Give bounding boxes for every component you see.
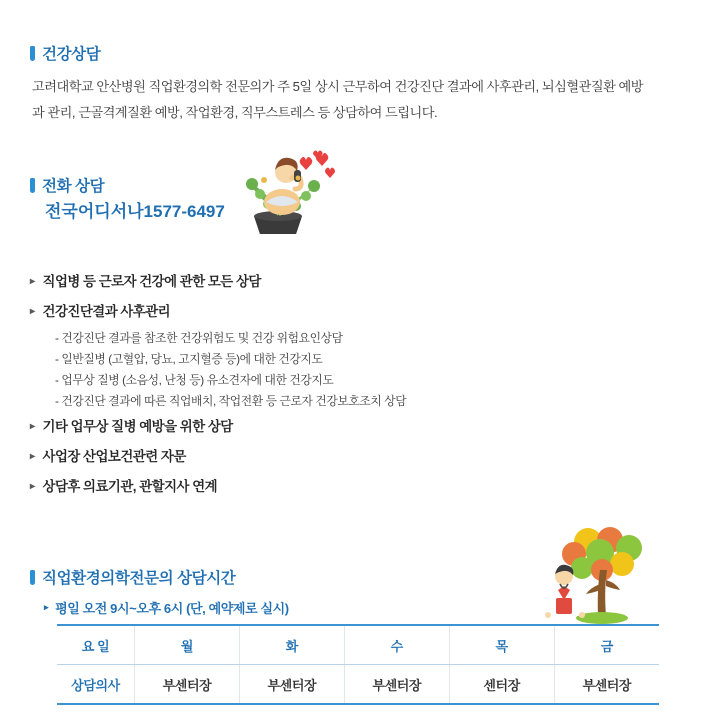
triangle-right-icon: ▸ (44, 602, 49, 612)
service-item-3 (30, 418, 233, 436)
blue-bar-icon (30, 570, 35, 585)
table-cell: 부센터장 (344, 665, 449, 705)
consultation-description: 고려대학교 안산병원 직업환경의학 전문의가 주 5일 상시 근무하여 건강진단 결과에 사후관리, 뇌심혈관질환 예방과 관리, 근골격계질환 예방, 작업환경, 직무스트레스 등 상담하여 드립니다. (32, 79, 643, 120)
table-header-cell: 월 (135, 625, 240, 665)
triangle-right-icon: ▸ (30, 306, 35, 317)
service-item-label: 사업장 산업보건관련 자문 (42, 449, 186, 464)
service-sub-item: - 업무상 질병 (소음성, 난청 등) 유소견자에 대한 건강지도 (55, 373, 334, 387)
service-item-1 (30, 273, 261, 291)
table-cell: 부센터장 (554, 665, 659, 705)
phone-section-heading (30, 174, 104, 196)
table-cell: 센터장 (449, 665, 554, 705)
table-row-header: 상담의사 (57, 665, 135, 705)
service-item-2 (30, 303, 170, 321)
schedule-title: 직업환경의학전문의 상담시간 (42, 570, 236, 587)
schedule-table (57, 624, 659, 705)
schedule-note-text: 평일 오전 9시~오후 6시 (단, 예약제로 실시) (55, 601, 289, 616)
table-header-cell: 목 (449, 625, 554, 665)
table-header-cell: 요 일 (57, 625, 135, 665)
service-item-label: 상담후 의료기관, 관할지사 연계 (42, 479, 218, 494)
table-row (57, 665, 659, 705)
table-header-cell: 수 (344, 625, 449, 665)
service-item-5 (30, 478, 217, 496)
table-header-row (57, 625, 659, 665)
phone-number: 전국어디서나1577-6497 (45, 202, 225, 221)
triangle-right-icon: ▸ (30, 276, 35, 287)
consultation-title: 건강상담 (42, 46, 101, 63)
triangle-right-icon: ▸ (30, 481, 35, 492)
person-on-phone-illustration (236, 144, 346, 244)
schedule-section-heading (30, 566, 235, 588)
blue-bar-icon (30, 178, 35, 193)
table-header-cell: 금 (554, 625, 659, 665)
service-sub-item: - 일반질병 (고혈압, 당뇨, 고지혈증 등)에 대한 건강지도 (55, 352, 323, 366)
blue-bar-icon (30, 46, 35, 61)
service-item-label: 기타 업무상 질병 예방을 위한 상담 (42, 419, 233, 434)
service-sub-item: - 건강진단 결과에 따른 직업배치, 작업전환 등 근로자 건강보호조치 상담 (55, 394, 407, 408)
phone-title: 전화 상담 (42, 178, 105, 195)
schedule-note (44, 598, 289, 617)
doctor-with-tree-illustration (530, 520, 660, 630)
triangle-right-icon: ▸ (30, 451, 35, 462)
service-item-label: 건강진단결과 사후관리 (42, 304, 171, 319)
table-header-cell: 화 (239, 625, 344, 665)
service-item-label: 직업병 등 근로자 건강에 관한 모든 상담 (42, 274, 261, 289)
table-cell: 부센터장 (135, 665, 240, 705)
consultation-section-heading (30, 42, 100, 64)
service-item-4 (30, 448, 186, 466)
table-cell: 부센터장 (239, 665, 344, 705)
service-sub-item: - 건강진단 결과를 참조한 건강위험도 및 건강 위험요인상담 (55, 331, 343, 345)
triangle-right-icon: ▸ (30, 421, 35, 432)
